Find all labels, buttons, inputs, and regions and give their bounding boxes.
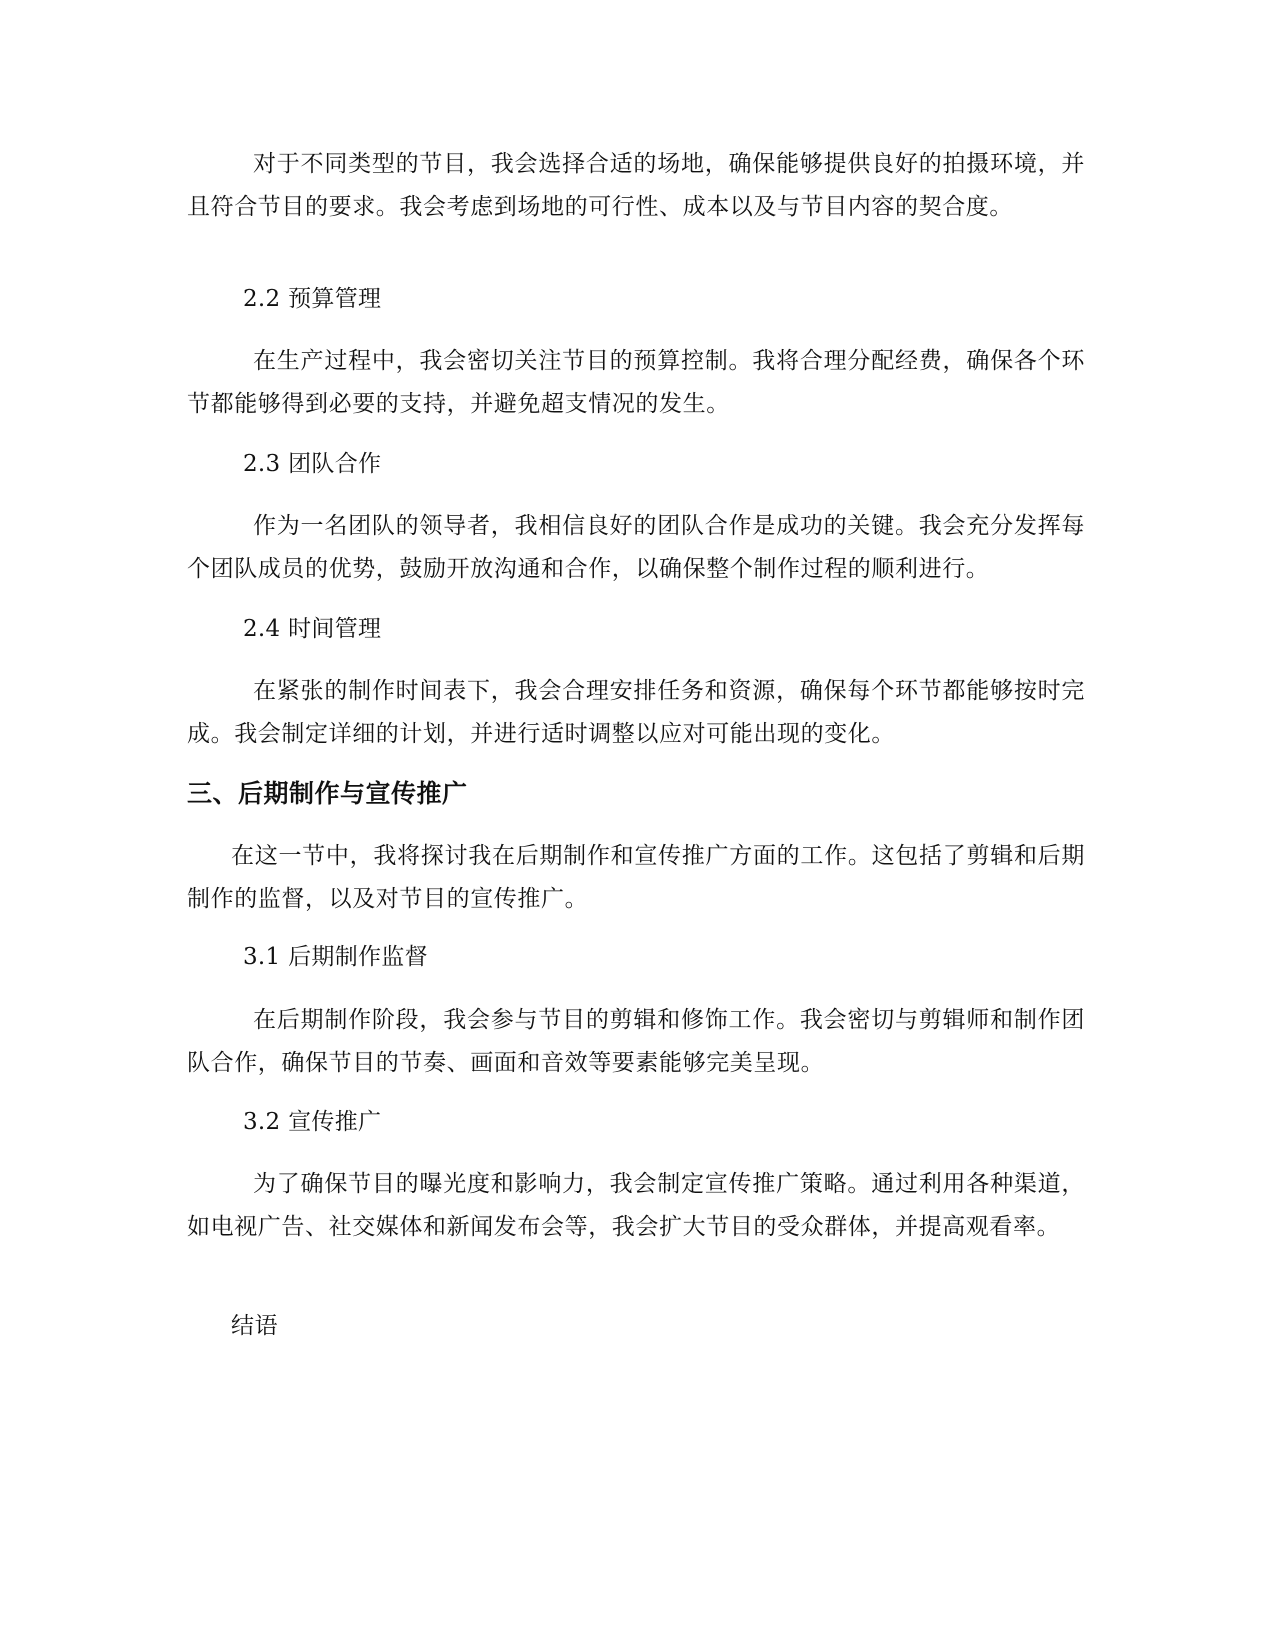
paragraph-time: 在紧张的制作时间表下，我会合理安排任务和资源，确保每个环节都能够按时完成。我会制定详细的计划，并进行适时调整以应对可能出现的变化。 <box>187 678 1085 747</box>
subheading-budget: 2.2 预算管理 <box>243 286 382 312</box>
paragraph-promotion: 为了确保节目的曝光度和影响力，我会制定宣传推广策略。通过利用各种渠道，如电视广告、社交媒体和新闻发布会等，我会扩大节目的受众群体，并提高观看率。 <box>187 1171 1085 1240</box>
paragraph-post-supervision: 在后期制作阶段，我会参与节目的剪辑和修饰工作。我会密切与剪辑师和制作团队合作，确保节目的节奏、画面和音效等要素能够完美呈现。 <box>187 1007 1085 1076</box>
section-heading-post-production: 三、后期制作与宣传推广 <box>187 779 468 808</box>
subheading-team: 2.3 团队合作 <box>243 451 382 477</box>
subheading-promotion: 3.2 宣传推广 <box>243 1109 382 1135</box>
paragraph-venue: 对于不同类型的节目，我会选择合适的场地，确保能够提供良好的拍摄环境，并且符合节目的要求。我会考虑到场地的可行性、成本以及与节目内容的契合度。 <box>187 151 1085 220</box>
paragraph-budget: 在生产过程中，我会密切关注节目的预算控制。我将合理分配经费，确保各个环节都能够得到必要的支持，并避免超支情况的发生。 <box>187 348 1085 417</box>
paragraph-team: 作为一名团队的领导者，我相信良好的团队合作是成功的关键。我会充分发挥每个团队成员的优势，鼓励开放沟通和合作，以确保整个制作过程的顺利进行。 <box>187 513 1085 582</box>
paragraph-section3-intro: 在这一节中，我将探讨我在后期制作和宣传推广方面的工作。这包括了剪辑和后期制作的监督，以及对节目的宣传推广。 <box>187 843 1085 912</box>
subheading-time: 2.4 时间管理 <box>243 616 382 642</box>
subheading-post-supervision: 3.1 后期制作监督 <box>243 944 428 970</box>
conclusion-heading: 结语 <box>231 1313 279 1339</box>
